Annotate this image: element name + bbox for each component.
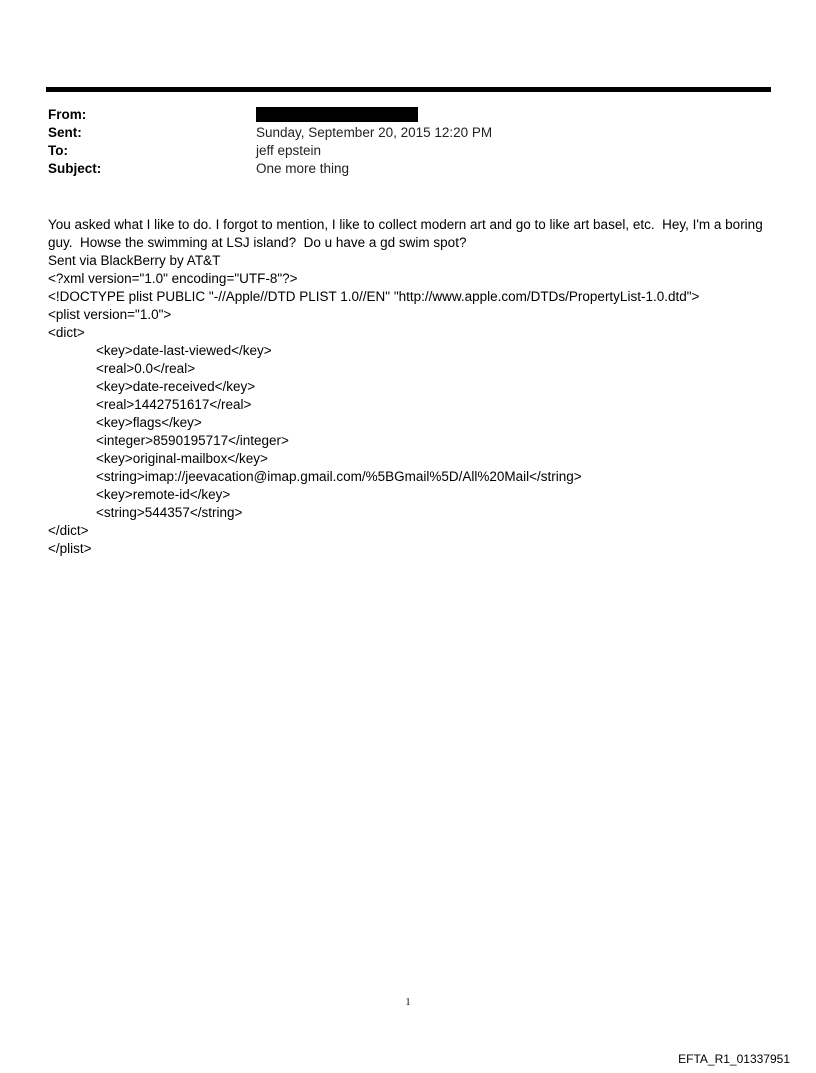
signature-line: Sent via BlackBerry by AT&T <box>48 253 221 268</box>
plist-open-tag: <plist version="1.0"> <box>48 307 172 322</box>
document-id: EFTA_R1_01337951 <box>678 1052 790 1066</box>
from-value <box>256 106 768 124</box>
dict-line: <key>original-mailbox</key> <box>96 451 268 466</box>
subject-row <box>48 160 768 178</box>
subject-value: One more thing <box>256 161 350 176</box>
dict-line: <string>544357</string> <box>96 505 243 520</box>
dict-line: <key>date-received</key> <box>96 379 256 394</box>
dict-line: <key>remote-id</key> <box>96 487 231 502</box>
xml-declaration: <?xml version="1.0" encoding="UTF-8"?> <box>48 271 298 286</box>
to-label: To: <box>48 143 68 158</box>
sent-value: Sunday, September 20, 2015 12:20 PM <box>256 125 493 140</box>
dict-line: <key>date-last-viewed</key> <box>96 343 272 358</box>
email-body <box>48 216 778 558</box>
plist-close-tag: </plist> <box>48 541 92 556</box>
subject-label: Subject: <box>48 161 102 176</box>
body-paragraph-line-2: guy. Howse the swimming at LSJ island? Do u have a gd swim spot? <box>48 235 467 250</box>
dict-open-tag: <dict> <box>48 325 85 340</box>
from-label: From: <box>48 107 87 122</box>
dict-line: <real>1442751617</real> <box>96 397 252 412</box>
doctype-line: <!DOCTYPE plist PUBLIC "-//Apple//DTD PLIST 1.0//EN" "http://www.apple.com/DTDs/PropertyList-1.0.dtd"> <box>48 289 700 304</box>
dict-line: <integer>8590195717</integer> <box>96 433 289 448</box>
dict-line: <real>0.0</real> <box>96 361 196 376</box>
top-rule <box>46 87 771 92</box>
email-header <box>48 106 768 178</box>
dict-line: <string>imap://jeevacation@imap.gmail.com/%5BGmail%5D/All%20Mail</string> <box>96 469 582 484</box>
body-paragraph-line-1: You asked what I like to do. I forgot to mention, I like to collect modern art and go to like art basel, etc. Hey, I'm a boring <box>48 217 763 232</box>
dict-line: <key>flags</key> <box>96 415 202 430</box>
to-value: jeff epstein <box>256 143 322 158</box>
redaction-box <box>256 107 418 122</box>
page-number: 1 <box>405 997 411 1008</box>
to-row <box>48 142 768 160</box>
sent-label: Sent: <box>48 125 82 140</box>
dict-close-tag: </dict> <box>48 523 89 538</box>
from-row <box>48 106 768 124</box>
sent-row <box>48 124 768 142</box>
